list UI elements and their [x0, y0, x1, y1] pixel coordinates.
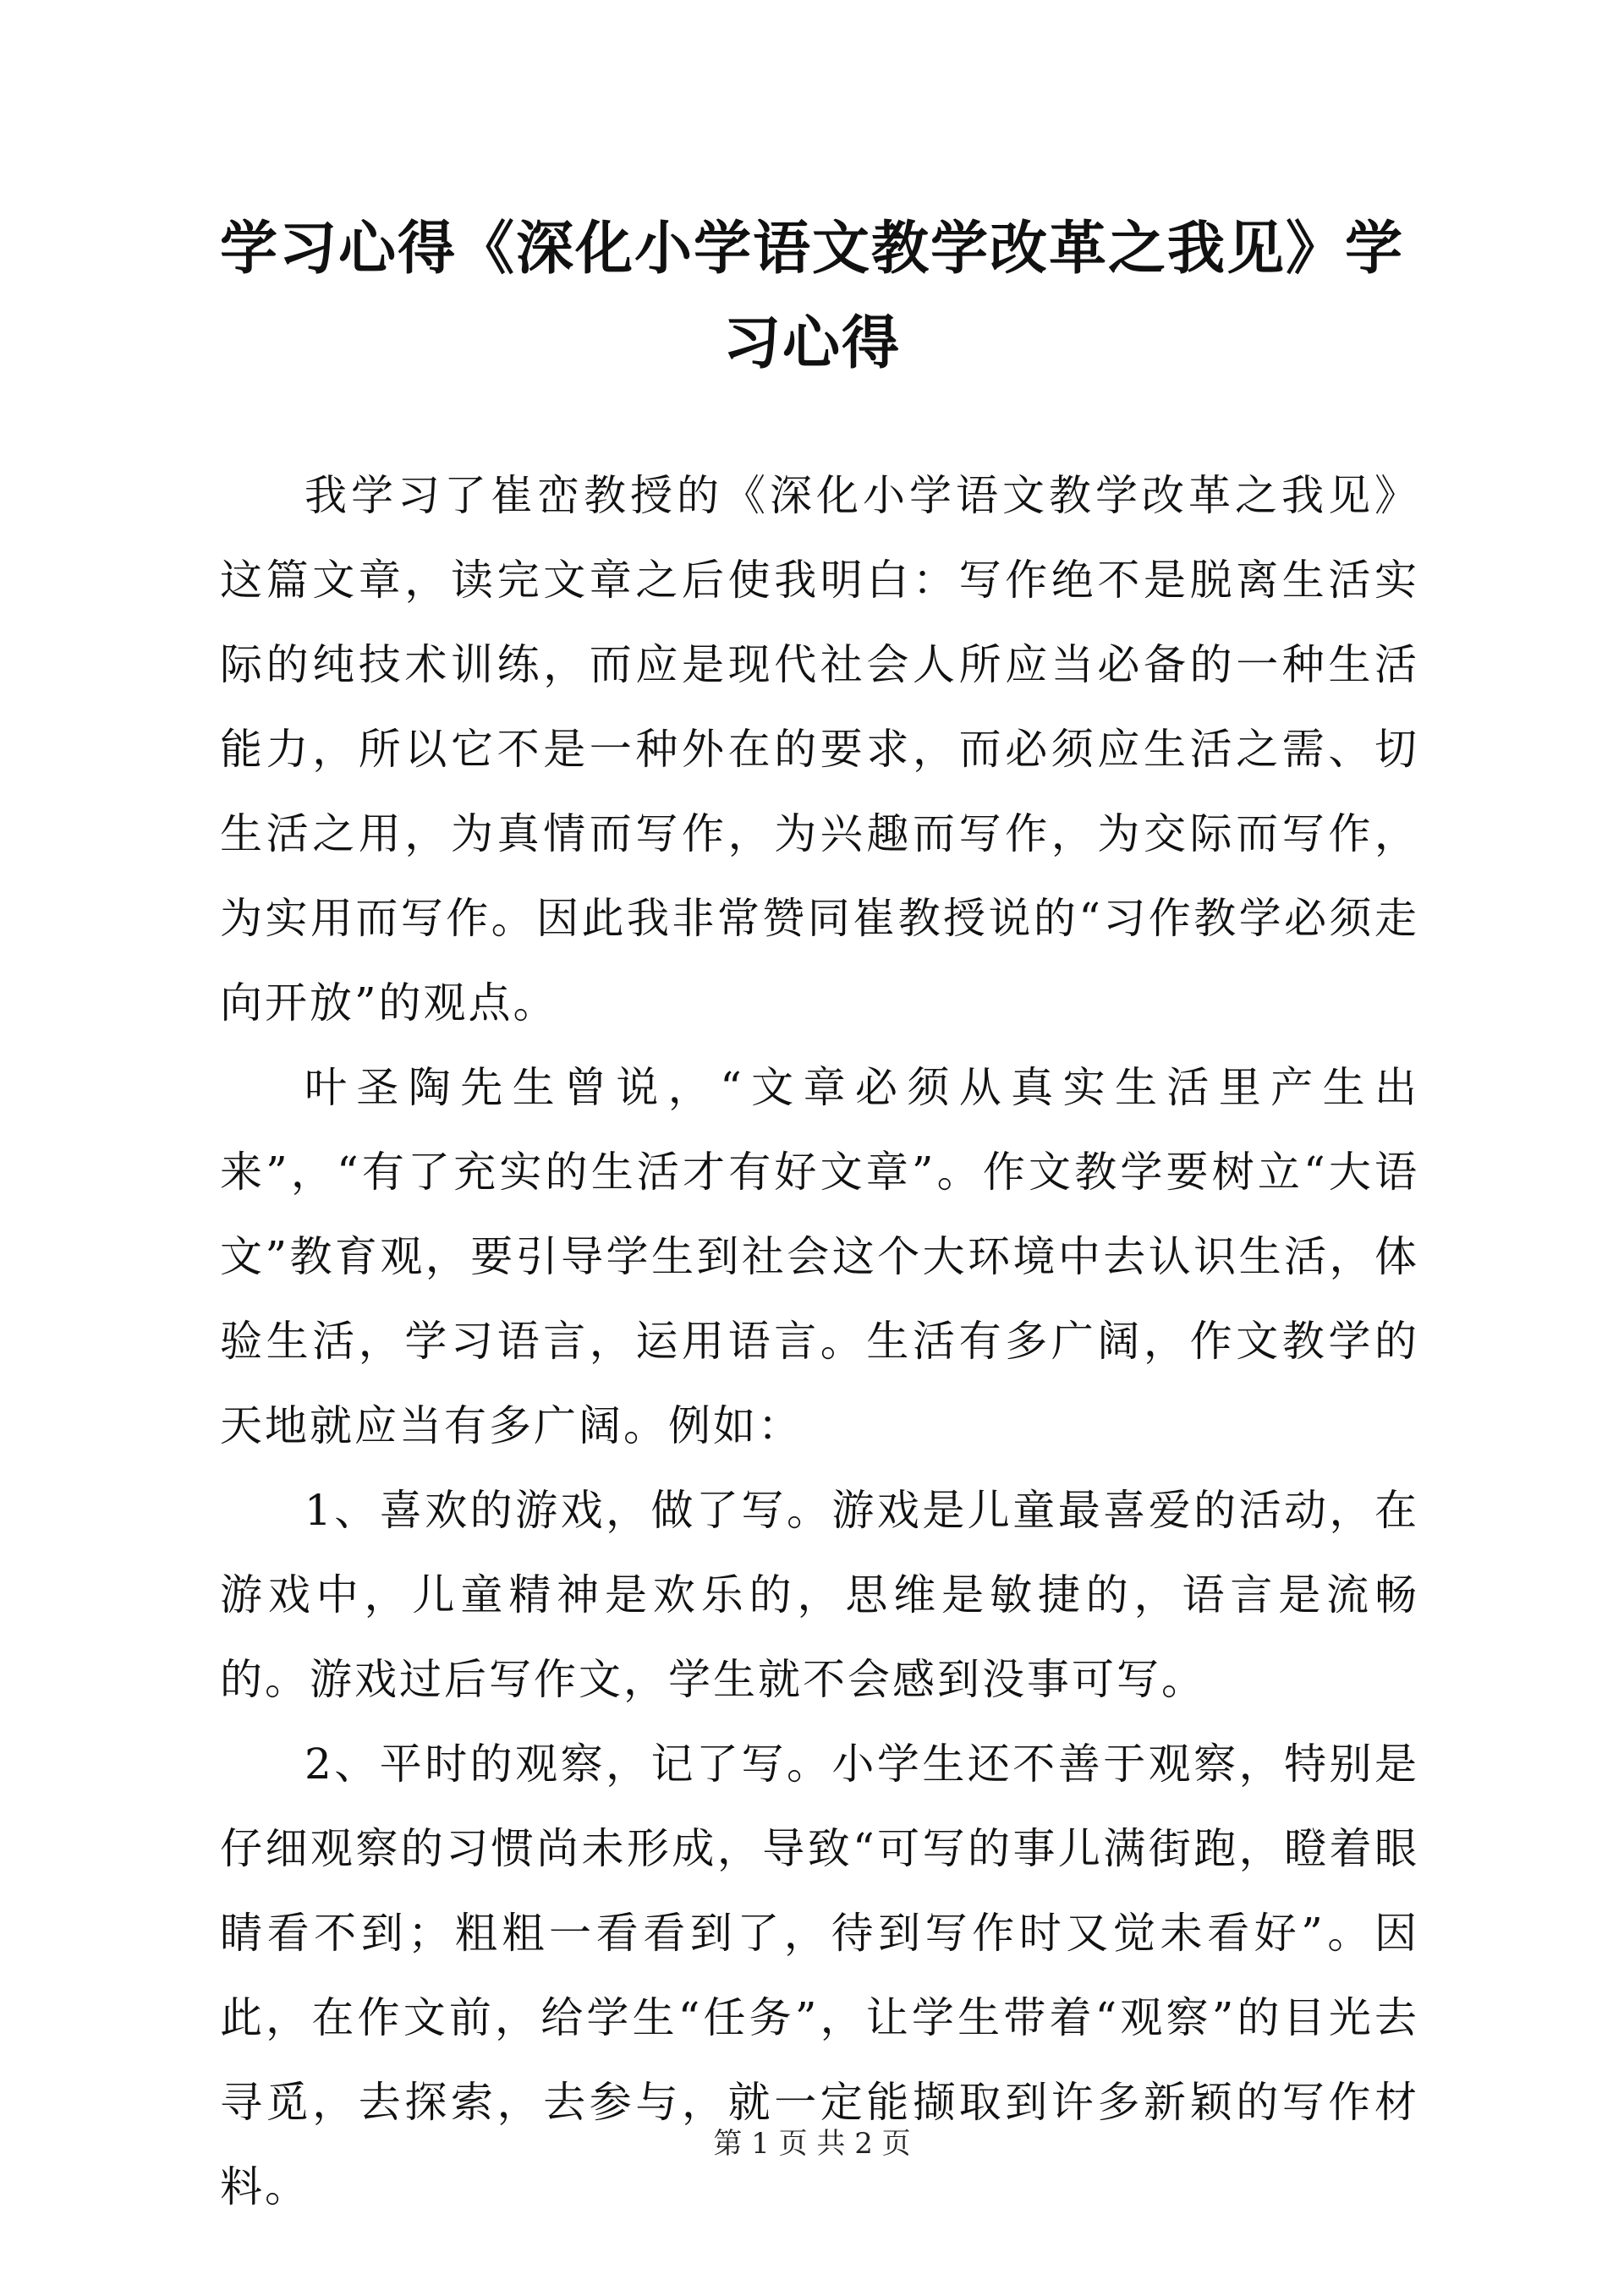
- page-number-footer: 第 1 页 共 2 页: [713, 2127, 911, 2161]
- document-title: 学习心得《深化小学语文教学改革之我见》学习心得: [219, 215, 1404, 377]
- document-body: [220, 453, 1419, 2229]
- paragraph-3: 1、喜欢的游戏，做了写。游戏是儿童最喜爱的活动，在游戏中，儿童精神是欢乐的，思维是敏捷的，语言是流畅的。游戏过后写作文，学生就不会感到没事可写。: [220, 1486, 1419, 1704]
- paragraph-4: 2、平时的观察，记了写。小学生还不善于观察，特别是仔细观察的习惯尚未形成，导致“可写的事儿满街跑，瞪着眼睛看不到；粗粗一看看到了，待到写作时又觉未看好”。因此，在作文前，给学生“任务”，让学生带着“观察”的目光去寻觅，去探索，去参与，就一定能撷取到许多新颖的写作材料。: [220, 1740, 1419, 2211]
- paragraph-2: 叶圣陶先生曾说，“文章必须从真实生活里产生出来”，“有了充实的生活才有好文章”。作文教学要树立“大语文”教育观，要引导学生到社会这个大环境中去认识生活，体验生活，学习语言，运用语言。生活有多广阔，作文教学的天地就应当有多广阔。例如：: [220, 1063, 1419, 1450]
- paragraph-1: 我学习了崔峦教授的《深化小学语文教学改革之我见》这篇文章，读完文章之后使我明白：写作绝不是脱离生活实际的纯技术训练，而应是现代社会人所应当必备的一种生活能力，所以它不是一种外在的要求，而必须应生活之需、切生活之用，为真情而写作，为兴趣而写作，为交际而写作，为实用而写作。因此我非常赞同崔教授说的“习作教学必须走向开放”的观点。: [220, 471, 1419, 1027]
